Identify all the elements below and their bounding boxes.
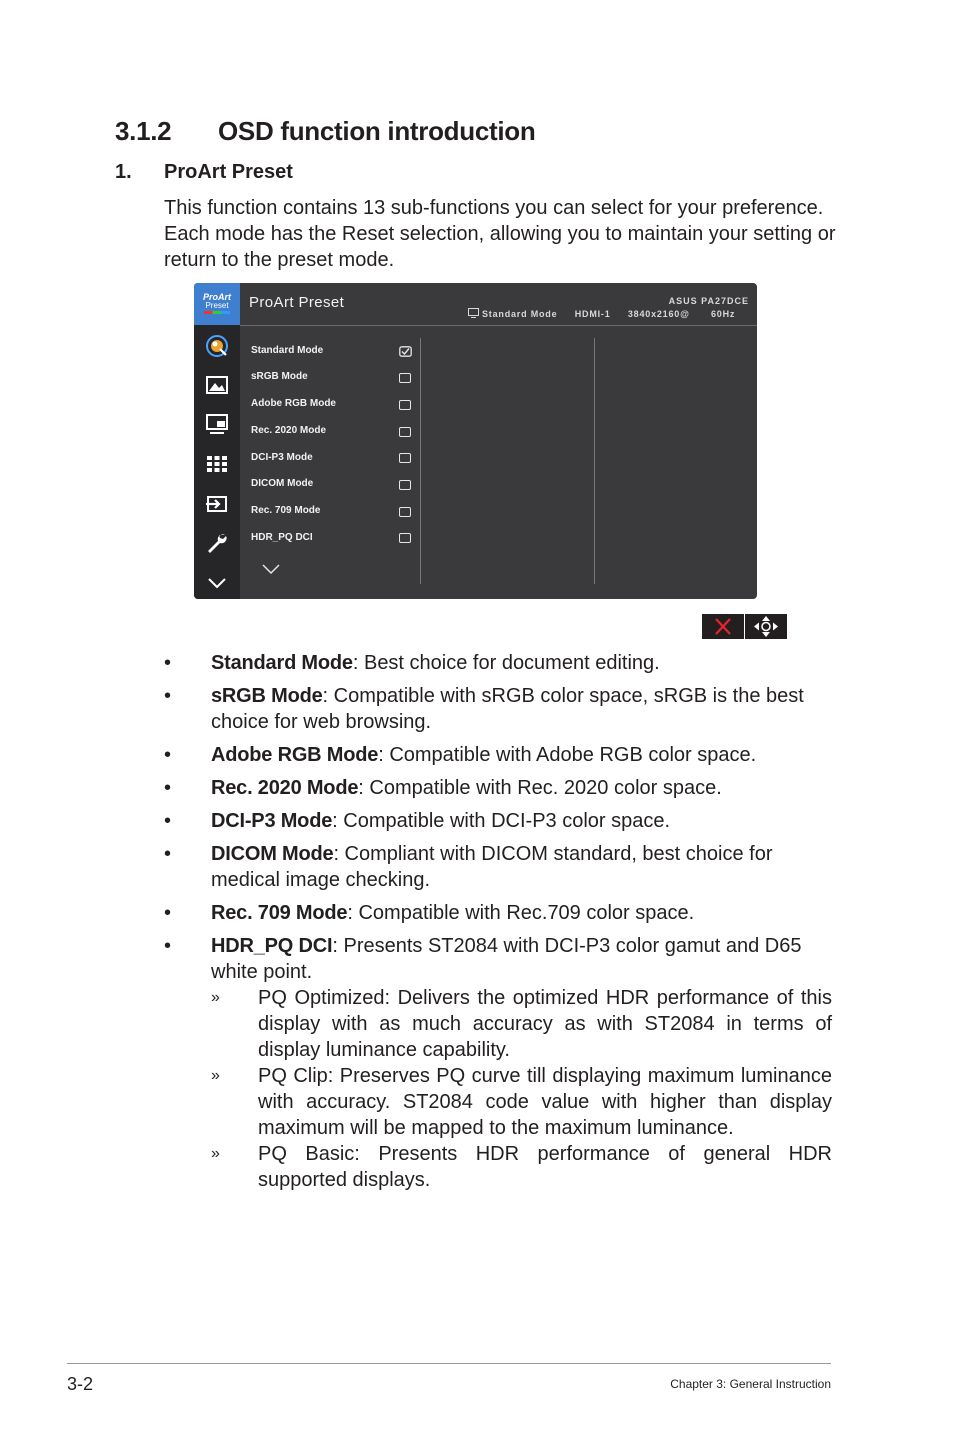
bullet: • <box>164 810 172 832</box>
pip-icon[interactable] <box>205 412 229 436</box>
status-mode: Standard Mode <box>482 309 558 319</box>
intro-line: return to the preset mode. <box>164 249 395 271</box>
description: : Compatible with Adobe RGB color space. <box>378 744 757 766</box>
osd-menu <box>194 283 757 599</box>
chapter-title: Chapter 3: General Instruction <box>670 1377 831 1391</box>
close-icon <box>702 614 744 639</box>
image-icon[interactable] <box>205 373 229 397</box>
description: : Presents ST2084 with DCI-P3 color gamut and D65 white point. <box>211 935 802 983</box>
list-item <box>164 933 832 985</box>
bullet: • <box>164 902 172 924</box>
palette-icon[interactable] <box>205 334 229 358</box>
term: HDR_PQ DCI <box>211 935 333 957</box>
list-item <box>164 775 832 801</box>
osd-column-divider <box>594 338 595 584</box>
section-number: 3.1.2 <box>115 116 172 146</box>
bullet: • <box>164 777 172 799</box>
checkbox-icon[interactable] <box>399 533 411 543</box>
list-item <box>164 650 832 676</box>
input-icon[interactable] <box>205 492 229 516</box>
list-item <box>164 742 832 768</box>
monitor-icon <box>468 308 479 318</box>
description: : Compatible with DCI-P3 color space. <box>332 810 671 832</box>
logo-color-bar <box>204 311 230 314</box>
osd-item-dci-p3-mode[interactable]: DCI-P3 Mode <box>251 452 313 463</box>
osd-item-rec709-mode[interactable]: Rec. 709 Mode <box>251 505 321 516</box>
sub-item-text: PQ Clip: Preserves PQ curve till displaying maximum luminance with accuracy. ST2084 code value with higher than display maximum will be mapped to the maximum luminance. <box>258 1065 832 1139</box>
osd-title: ProArt Preset <box>249 294 345 311</box>
hdr-sub-list <box>211 985 832 1193</box>
scroll-down-chevron-icon[interactable] <box>261 563 281 575</box>
list-item <box>164 900 832 926</box>
intro-line: This function contains 13 sub-functions you can select for your preference. <box>164 197 824 219</box>
checkbox-icon[interactable] <box>399 453 411 463</box>
status-refresh: 60Hz <box>710 309 736 319</box>
chevron-down-icon[interactable] <box>205 571 229 595</box>
sub-item-text: PQ Optimized: Delivers the optimized HDR performance of this display with as much accuracy as with ST2084 in terms of display luminance capability. <box>258 987 832 1061</box>
bullet: • <box>164 843 172 865</box>
checkbox-icon[interactable] <box>399 400 411 410</box>
list-item <box>164 683 832 735</box>
osd-column-divider <box>420 338 421 584</box>
term: Rec. 709 Mode <box>211 902 348 924</box>
term: Rec. 2020 Mode <box>211 777 359 799</box>
mode-description-list <box>164 650 832 1193</box>
description: : Compatible with Rec.709 color space. <box>347 902 695 924</box>
intro-paragraph <box>164 195 844 273</box>
subsection-title-text: ProArt Preset <box>164 161 293 183</box>
term: Standard Mode <box>211 652 353 674</box>
checkbox-icon[interactable] <box>399 507 411 517</box>
osd-item-hdr-pq-dci[interactable]: HDR_PQ DCI <box>251 532 313 543</box>
osd-item-srgb-mode[interactable]: sRGB Mode <box>251 371 308 382</box>
checkbox-icon[interactable] <box>399 480 411 490</box>
checkbox-icon[interactable] <box>399 427 411 437</box>
logo-line1: ProArt <box>202 292 231 302</box>
bullet: • <box>164 935 172 957</box>
bullet: • <box>164 744 172 766</box>
checked-checkbox-icon[interactable] <box>399 346 412 357</box>
sub-item <box>211 985 832 1063</box>
footer-divider <box>67 1363 831 1364</box>
osd-item-adobe-rgb-mode[interactable]: Adobe RGB Mode <box>251 398 336 409</box>
status-input: HDMI-1 <box>574 309 611 319</box>
subsection-number: 1. <box>115 161 132 183</box>
section-title-text: OSD function introduction <box>218 116 536 146</box>
sub-item <box>211 1141 832 1193</box>
intro-line: Each mode has the Reset selection, allowing you to maintain your setting or <box>164 223 836 245</box>
proart-preset-logo[interactable] <box>194 283 240 325</box>
status-resolution: 3840x2160@ <box>627 309 690 319</box>
subsection-title <box>115 161 293 184</box>
description: : Compatible with sRGB color space, sRGB is the best choice for web browsing. <box>211 685 804 733</box>
list-item <box>164 841 832 893</box>
sub-bullet: » <box>211 989 220 1006</box>
bullet: • <box>164 685 172 707</box>
osd-status-bar <box>468 308 735 319</box>
osd-divider <box>240 325 757 326</box>
bullet: • <box>164 652 172 674</box>
term: Adobe RGB Mode <box>211 744 379 766</box>
description: : Compatible with Rec. 2020 color space. <box>358 777 722 799</box>
description: : Best choice for document editing. <box>352 652 660 674</box>
list-item <box>164 808 832 834</box>
sub-bullet: » <box>211 1145 220 1162</box>
term: DICOM Mode <box>211 843 334 865</box>
sub-item <box>211 1063 832 1141</box>
osd-item-dicom-mode[interactable]: DICOM Mode <box>251 478 314 489</box>
monitor-model: ASUS PA27DCE <box>668 296 749 306</box>
logo-line2: Preset <box>205 301 229 310</box>
description: : Compliant with DICOM standard, best choice for medical image checking. <box>211 843 773 891</box>
section-title <box>115 116 535 147</box>
navigate-button[interactable] <box>745 614 787 639</box>
osd-item-rec2020-mode[interactable]: Rec. 2020 Mode <box>251 425 327 436</box>
term: DCI-P3 Mode <box>211 810 333 832</box>
grid-icon[interactable] <box>205 452 229 476</box>
osd-sidebar <box>194 283 240 599</box>
sub-bullet: » <box>211 1067 220 1084</box>
page-number: 3-2 <box>67 1374 94 1394</box>
term: sRGB Mode <box>211 685 323 707</box>
wrench-icon[interactable] <box>205 531 229 555</box>
five-way-navigation-icon <box>745 614 787 639</box>
close-button[interactable] <box>702 614 744 639</box>
sub-item-text: PQ Basic: Presents HDR performance of general HDR supported displays. <box>258 1143 832 1191</box>
osd-item-standard-mode[interactable]: Standard Mode <box>251 345 324 356</box>
checkbox-icon[interactable] <box>399 373 411 383</box>
